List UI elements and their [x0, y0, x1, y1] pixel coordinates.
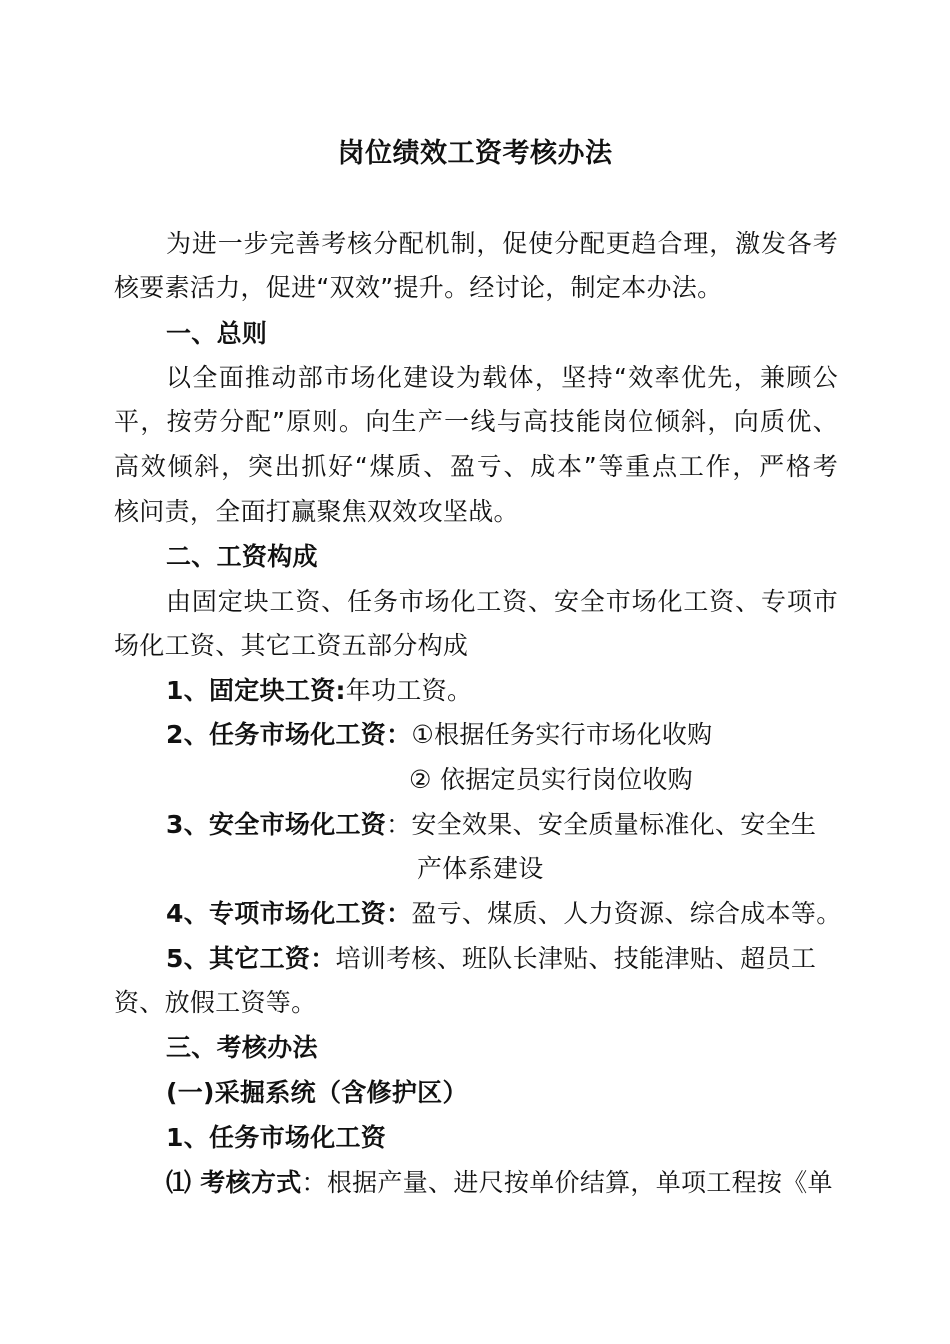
general-line-1: 以全面推动部市场化建设为载体，坚持“效率优先，兼顾公	[166, 363, 838, 392]
item-5-label: 5、其它工资：	[166, 944, 336, 973]
general-line-4: 核问责，全面打赢聚焦双效攻坚战。	[114, 497, 519, 526]
item-1-label: 1、固定块工资:	[166, 676, 346, 705]
item-4-text: 盈亏、煤质、人力资源、综合成本等。	[411, 899, 842, 928]
item-2-label: 2、任务市场化工资：	[166, 720, 412, 749]
intro-line-2: 核要素活力，促进“双效”提升。经讨论，制定本办法。	[114, 273, 723, 302]
item-2-text-2: ② 依据定员实行岗位收购	[409, 765, 693, 794]
composition-item-4	[166, 892, 842, 936]
item-5-text-2: 资、放假工资等。	[114, 988, 317, 1017]
composition-line-1: 由固定块工资、任务市场化工资、安全市场化工资、专项市	[166, 587, 838, 616]
item-3-label: 3、安全市场化工资	[166, 810, 387, 839]
assessment-method	[166, 1161, 838, 1205]
composition-item-5	[166, 937, 838, 981]
general-line-3: 高效倾斜，突出抓好“煤质、盈亏、成本”等重点工作，严格考	[114, 452, 838, 481]
item-3-text-1: ：安全效果、安全质量标准化、安全生	[386, 810, 817, 839]
method-text: ：根据产量、进尺按单价结算，单项工程按《单	[301, 1168, 833, 1197]
composition-item-2	[166, 713, 838, 757]
composition-item-1	[166, 669, 838, 713]
composition-line-2: 场化工资、其它工资五部分构成	[114, 631, 469, 660]
item-4-label: 4、专项市场化工资：	[166, 899, 412, 928]
section-heading-general: 一、总则	[166, 319, 268, 348]
general-line-2: 平，按劳分配”原则。向生产一线与高技能岗位倾斜，向质优、	[114, 407, 838, 436]
section-heading-composition: 二、工资构成	[166, 542, 318, 571]
intro-line-1: 为进一步完善考核分配机制，促使分配更趋合理，激发各考	[166, 229, 838, 258]
item-5-text-1: 培训考核、班队长津贴、技能津贴、超员工	[335, 944, 817, 973]
composition-item-3	[166, 803, 838, 847]
item-3-text-2: 产体系建设	[417, 854, 544, 883]
method-label: ⑴ 考核方式	[166, 1168, 302, 1197]
item-1-text: 年功工资。	[345, 676, 473, 705]
subsection-mining: (一)采掘系统（含修护区）	[166, 1078, 468, 1107]
document-title: 岗位绩效工资考核办法	[337, 138, 613, 169]
section-heading-assessment: 三、考核办法	[166, 1033, 318, 1062]
mining-item-1: 1、任务市场化工资	[166, 1123, 387, 1152]
item-2-text-1: ①根据任务实行市场化收购	[411, 720, 713, 749]
